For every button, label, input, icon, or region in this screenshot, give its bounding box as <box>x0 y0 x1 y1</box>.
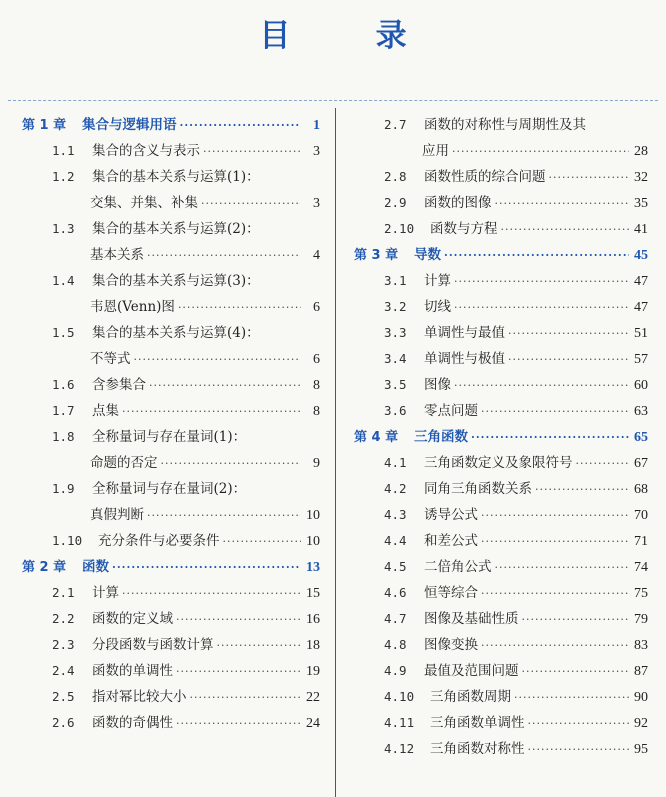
toc-entry-row[interactable] <box>346 112 648 138</box>
page-number: 4 <box>313 248 320 263</box>
dot-leader <box>481 529 629 555</box>
toc-entry-row[interactable] <box>346 346 648 372</box>
section-number: 2.2 <box>52 611 75 626</box>
dot-leader <box>112 555 301 581</box>
dot-leader <box>471 425 629 451</box>
toc-entry-row[interactable] <box>346 554 648 580</box>
entry-title: 真假判断 <box>90 507 144 523</box>
toc-entry-row[interactable] <box>346 190 648 216</box>
dot-leader <box>522 659 630 685</box>
section-number: 4.5 <box>384 559 407 574</box>
toc-entry-row[interactable] <box>346 684 648 710</box>
entry-title: 单调性与极值 <box>424 351 505 367</box>
section-number: 4.10 <box>384 689 415 704</box>
dot-leader <box>223 529 302 555</box>
entry-title: 应用 <box>422 143 449 159</box>
dot-leader <box>147 503 301 529</box>
section-number: 2.3 <box>52 637 75 652</box>
section-number: 3.4 <box>384 351 407 366</box>
toc-entry-row[interactable] <box>346 528 648 554</box>
dot-leader <box>122 581 301 607</box>
toc-entry-row[interactable] <box>346 216 648 242</box>
entry-title: 三角函数对称性 <box>430 741 525 757</box>
entry-title: 导数 <box>414 247 441 263</box>
page-number: 60 <box>634 378 648 393</box>
section-number: 1.10 <box>52 533 83 548</box>
title-divider <box>8 100 658 101</box>
section-number: 4.1 <box>384 455 407 470</box>
page-number: 28 <box>634 144 648 159</box>
page-number: 16 <box>306 612 320 627</box>
entry-title: 图像及基础性质 <box>424 611 519 627</box>
toc-entry-row[interactable] <box>14 424 320 450</box>
entry-title: 韦恩(Venn)图 <box>90 299 175 315</box>
entry-title: 分段函数与函数计算 <box>92 637 214 653</box>
toc-chapter-row[interactable] <box>346 242 648 268</box>
page-number: 18 <box>306 638 320 653</box>
dot-leader <box>454 295 629 321</box>
page-number: 32 <box>634 170 648 185</box>
section-number: 4.11 <box>384 715 415 730</box>
toc-entry-row[interactable] <box>14 320 320 346</box>
page-number: 87 <box>634 664 648 679</box>
toc-entry-row[interactable] <box>346 736 648 762</box>
toc-entry-row[interactable] <box>346 658 648 684</box>
toc-entry-row[interactable] <box>346 320 648 346</box>
page-number: 51 <box>634 326 648 341</box>
toc-entry-row[interactable] <box>14 372 320 398</box>
page-number: 67 <box>634 456 648 471</box>
entry-title: 图像变换 <box>424 637 478 653</box>
toc-entry-row[interactable] <box>14 476 320 502</box>
section-number: 2.7 <box>384 117 407 132</box>
page-number: 65 <box>634 430 648 445</box>
page-number: 13 <box>306 560 320 575</box>
dot-leader <box>528 711 630 737</box>
entry-title: 函数的单调性 <box>92 663 173 679</box>
toc-entry-continuation[interactable] <box>14 502 320 528</box>
chapter-number: 第 2 章 <box>22 560 67 575</box>
section-number: 3.3 <box>384 325 407 340</box>
section-number: 1.9 <box>52 481 75 496</box>
page-number: 22 <box>306 690 320 705</box>
toc-entry-row[interactable] <box>14 606 320 632</box>
toc-entry-row[interactable] <box>346 476 648 502</box>
page-number: 15 <box>306 586 320 601</box>
entry-title: 交集、并集、补集 <box>90 195 198 211</box>
dot-leader <box>508 321 629 347</box>
toc-entry-row[interactable] <box>14 658 320 684</box>
dot-leader <box>176 659 301 685</box>
dot-leader <box>481 399 629 425</box>
page-number: 45 <box>634 248 648 263</box>
page-number: 75 <box>634 586 648 601</box>
entry-title: 二倍角公式 <box>424 559 492 575</box>
toc-entry-row[interactable] <box>14 580 320 606</box>
entry-title: 函数性质的综合问题 <box>424 169 546 185</box>
toc-entry-row[interactable] <box>346 606 648 632</box>
toc-chapter-row[interactable] <box>14 554 320 580</box>
toc-entry-continuation[interactable] <box>346 138 648 164</box>
entry-title: 全称量词与存在量词(2)： <box>92 481 247 497</box>
entry-title: 函数的图像 <box>424 195 492 211</box>
page-number: 90 <box>634 690 648 705</box>
toc-entry-row[interactable] <box>346 294 648 320</box>
entry-title: 最值及范围问题 <box>424 663 519 679</box>
dot-leader <box>508 347 629 373</box>
toc-entry-row[interactable] <box>14 268 320 294</box>
entry-title: 含参集合 <box>92 377 146 393</box>
dot-leader <box>147 243 301 269</box>
entry-title: 命题的否定 <box>90 455 158 471</box>
entry-title: 计算 <box>92 585 119 601</box>
page-number: 35 <box>634 196 648 211</box>
page-number: 10 <box>306 534 320 549</box>
section-number: 2.6 <box>52 715 75 730</box>
page-number: 95 <box>634 742 648 757</box>
dot-leader <box>203 139 301 165</box>
entry-title: 诱导公式 <box>424 507 478 523</box>
toc-entry-row[interactable] <box>14 138 320 164</box>
toc-chapter-row[interactable] <box>346 424 648 450</box>
toc-right-column <box>346 112 648 762</box>
page-title: 目 录 <box>259 18 444 54</box>
toc-entry-row[interactable] <box>346 268 648 294</box>
section-number: 3.5 <box>384 377 407 392</box>
toc-entry-row[interactable] <box>346 398 648 424</box>
column-divider <box>335 108 336 797</box>
dot-leader <box>201 191 301 217</box>
dot-leader <box>180 113 302 139</box>
toc-entry-continuation[interactable] <box>14 190 320 216</box>
section-number: 4.6 <box>384 585 407 600</box>
dot-leader <box>452 139 629 165</box>
dot-leader <box>149 373 301 399</box>
toc-entry-row[interactable] <box>346 372 648 398</box>
page-number: 24 <box>306 716 320 731</box>
toc-entry-continuation[interactable] <box>14 450 320 476</box>
page-number: 8 <box>313 404 320 419</box>
page-number: 92 <box>634 716 648 731</box>
dot-leader <box>495 555 630 581</box>
section-number: 4.2 <box>384 481 407 496</box>
chapter-number: 第 1 章 <box>22 118 67 133</box>
toc-entry-row[interactable] <box>346 164 648 190</box>
page-number: 71 <box>634 534 648 549</box>
section-number: 3.2 <box>384 299 407 314</box>
toc-entry-row[interactable] <box>346 502 648 528</box>
section-number: 1.4 <box>52 273 75 288</box>
toc-entry-row[interactable] <box>346 632 648 658</box>
toc-entry-row[interactable] <box>346 580 648 606</box>
page-number: 6 <box>313 300 320 315</box>
entry-title: 点集 <box>92 403 119 419</box>
dot-leader <box>501 217 630 243</box>
page-number: 19 <box>306 664 320 679</box>
page-number: 6 <box>313 352 320 367</box>
toc-entry-row[interactable] <box>14 632 320 658</box>
dot-leader <box>161 451 302 477</box>
dot-leader <box>481 581 629 607</box>
section-number: 1.7 <box>52 403 75 418</box>
page-number: 79 <box>634 612 648 627</box>
dot-leader <box>122 399 301 425</box>
dot-leader <box>190 685 302 711</box>
toc-entry-continuation[interactable] <box>14 294 320 320</box>
toc-entry-row[interactable] <box>14 216 320 242</box>
entry-title: 集合与逻辑用语 <box>82 117 177 133</box>
toc-entry-continuation[interactable] <box>14 346 320 372</box>
chapter-number: 第 4 章 <box>354 430 399 445</box>
section-number: 1.3 <box>52 221 75 236</box>
page-number: 3 <box>313 144 320 159</box>
section-number: 1.1 <box>52 143 75 158</box>
entry-title: 函数与方程 <box>430 221 498 237</box>
entry-title: 全称量词与存在量词(1)： <box>92 429 247 445</box>
dot-leader <box>217 633 302 659</box>
page-number: 83 <box>634 638 648 653</box>
entry-title: 集合的基本关系与运算(3)： <box>92 273 260 289</box>
dot-leader <box>178 295 301 321</box>
page-number: 70 <box>634 508 648 523</box>
section-number: 2.4 <box>52 663 75 678</box>
entry-title: 三角函数定义及象限符号 <box>424 455 573 471</box>
dot-leader <box>176 607 301 633</box>
section-number: 3.6 <box>384 403 407 418</box>
section-number: 1.2 <box>52 169 75 184</box>
entry-title: 集合的基本关系与运算(1)： <box>92 169 260 185</box>
dot-leader <box>528 737 630 763</box>
page-number: 47 <box>634 300 648 315</box>
page-number: 57 <box>634 352 648 367</box>
page-number: 41 <box>634 222 648 237</box>
entry-title: 零点问题 <box>424 403 478 419</box>
page-number: 68 <box>634 482 648 497</box>
page-number: 10 <box>306 508 320 523</box>
section-number: 1.6 <box>52 377 75 392</box>
section-number: 4.4 <box>384 533 407 548</box>
toc-entry-row[interactable] <box>346 710 648 736</box>
section-number: 1.5 <box>52 325 75 340</box>
dot-leader <box>176 711 301 737</box>
entry-title: 切线 <box>424 299 451 315</box>
entry-title: 函数的奇偶性 <box>92 715 173 731</box>
entry-title: 三角函数单调性 <box>430 715 525 731</box>
entry-title: 三角函数 <box>414 429 468 445</box>
toc-entry-row[interactable] <box>14 164 320 190</box>
toc-entry-row[interactable] <box>14 528 320 554</box>
entry-title: 图像 <box>424 377 451 393</box>
entry-title: 恒等综合 <box>424 585 478 601</box>
section-number: 4.9 <box>384 663 407 678</box>
section-number: 2.9 <box>384 195 407 210</box>
toc-left-column <box>14 112 320 736</box>
dot-leader <box>454 269 629 295</box>
chapter-number: 第 3 章 <box>354 248 399 263</box>
section-number: 4.8 <box>384 637 407 652</box>
dot-leader <box>481 503 629 529</box>
section-number: 4.7 <box>384 611 407 626</box>
section-number: 2.10 <box>384 221 415 236</box>
toc-entry-continuation[interactable] <box>14 242 320 268</box>
dot-leader <box>481 633 629 659</box>
entry-title: 集合的含义与表示 <box>92 143 200 159</box>
page-number: 47 <box>634 274 648 289</box>
entry-title: 集合的基本关系与运算(4)： <box>92 325 260 341</box>
page-number: 9 <box>313 456 320 471</box>
entry-title: 函数的对称性与周期性及其 <box>424 117 586 133</box>
entry-title: 计算 <box>424 273 451 289</box>
entry-title: 不等式 <box>90 351 131 367</box>
dot-leader <box>549 165 630 191</box>
dot-leader <box>454 373 629 399</box>
entry-title: 指对幂比较大小 <box>92 689 187 705</box>
page-number: 3 <box>313 196 320 211</box>
section-number: 3.1 <box>384 273 407 288</box>
dot-leader <box>522 607 630 633</box>
dot-leader <box>576 451 630 477</box>
section-number: 4.3 <box>384 507 407 522</box>
dot-leader <box>495 191 630 217</box>
dot-leader <box>444 243 629 269</box>
toc-entry-row[interactable] <box>14 398 320 424</box>
toc-entry-row[interactable] <box>346 450 648 476</box>
page-number: 63 <box>634 404 648 419</box>
dot-leader <box>134 347 302 373</box>
section-number: 2.1 <box>52 585 75 600</box>
entry-title: 充分条件与必要条件 <box>98 533 220 549</box>
entry-title: 单调性与最值 <box>424 325 505 341</box>
dot-leader <box>514 685 629 711</box>
page-number: 74 <box>634 560 648 575</box>
section-number: 2.8 <box>384 169 407 184</box>
entry-title: 三角函数周期 <box>430 689 511 705</box>
entry-title: 函数的定义域 <box>92 611 173 627</box>
toc-entry-row[interactable] <box>14 710 320 736</box>
toc-chapter-row[interactable] <box>14 112 320 138</box>
entry-title: 同角三角函数关系 <box>424 481 532 497</box>
page-number: 1 <box>313 118 320 133</box>
entry-title: 基本关系 <box>90 247 144 263</box>
entry-title: 集合的基本关系与运算(2)： <box>92 221 260 237</box>
entry-title: 函数 <box>82 559 109 575</box>
toc-entry-row[interactable] <box>14 684 320 710</box>
page-number: 8 <box>313 378 320 393</box>
section-number: 2.5 <box>52 689 75 704</box>
dot-leader <box>535 477 629 503</box>
section-number: 1.8 <box>52 429 75 444</box>
section-number: 4.12 <box>384 741 415 756</box>
entry-title: 和差公式 <box>424 533 478 549</box>
